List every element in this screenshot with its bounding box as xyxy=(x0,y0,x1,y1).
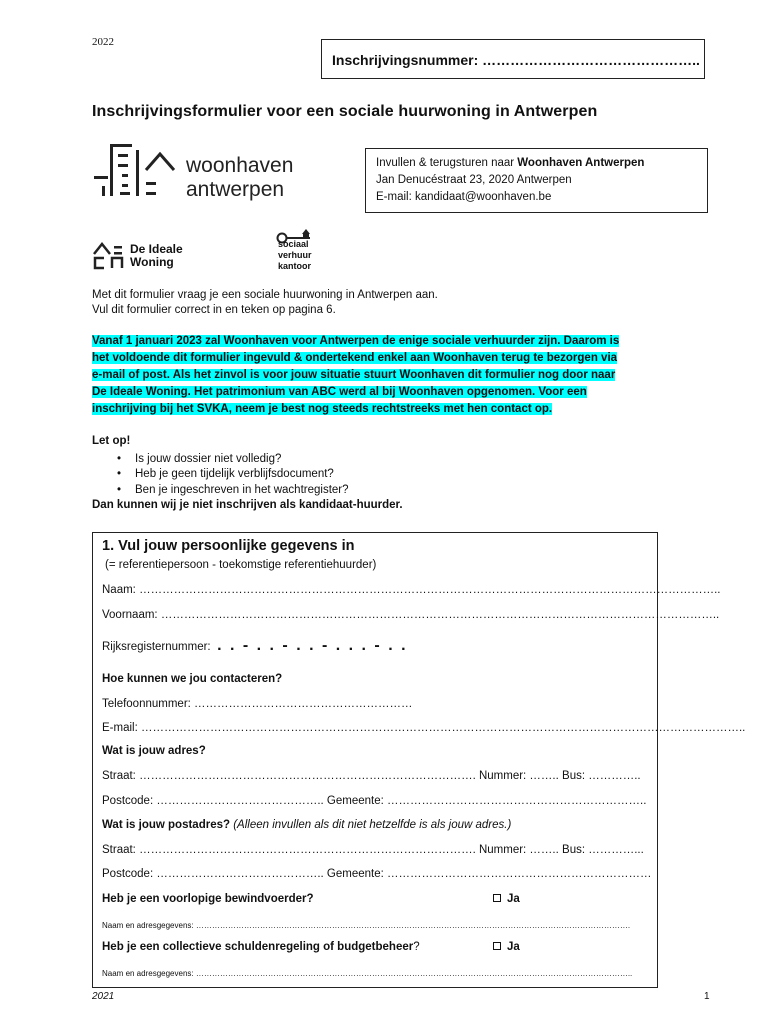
woonhaven-logo-icon xyxy=(94,140,178,202)
address-heading: Wat is jouw adres? xyxy=(102,745,206,757)
voornaam-field[interactable]: Voornaam: ……………………………………………………………………………………………………………………………….. xyxy=(102,609,720,621)
bewindvoerder-question: Heb je een voorlopige bewindvoerder? xyxy=(102,893,314,905)
sociaal-verhuurkantoor-logo xyxy=(276,228,346,274)
email-field[interactable]: E-mail: ………………………………………………………………………………………………………………………………………….. xyxy=(102,722,746,734)
schuldenregeling-checkbox[interactable] xyxy=(493,942,501,950)
list-item: • Ben je ingeschreven in het wachtregister? xyxy=(135,483,652,499)
bewindvoerder-ja-option[interactable]: Ja xyxy=(493,893,520,905)
de-ideale-woning-icon xyxy=(92,240,126,270)
footer-year: 2021 xyxy=(92,991,115,1002)
attention-heading: Let op! xyxy=(92,435,131,447)
list-item: • Heb je geen tijdelijk verblijfsdocument? xyxy=(135,467,652,483)
page-title: Inschrijvingsformulier voor een sociale huurwoning in Antwerpen xyxy=(92,103,598,120)
highlight-line: inschrijving bij het SVKA, neem je best nog steeds rechtstreeks met hen contact op. xyxy=(92,403,553,415)
woonhaven-logo-text-2: antwerpen xyxy=(186,178,285,201)
telefoon-field[interactable]: Telefoonnummer: ………………………………………………… xyxy=(102,698,413,710)
rijksregisternummer-field[interactable] xyxy=(102,637,408,655)
bewindvoerder-naam-field[interactable]: Naam en adresgegevens: ………………………………………………………………………………………………………………………………………………. xyxy=(102,921,631,930)
registration-number-box[interactable]: Inschrijvingsnummer: ……………………………………….. xyxy=(321,39,705,79)
section-subtitle: (= referentiepersoon - toekomstige referentiehuurder) xyxy=(105,559,377,571)
return-address-box xyxy=(365,148,708,213)
schuldenregeling-ja-option[interactable]: Ja xyxy=(493,941,520,953)
de-ideale-woning-text: De Ideale Woning xyxy=(130,242,183,269)
intro-text: Met dit formulier vraag je een sociale huurwoning in Antwerpen aan. Vul dit formulier correct in en teken op pagina 6. xyxy=(92,289,438,316)
contact-heading: Hoe kunnen we jou contacteren? xyxy=(102,673,283,685)
header-year: 2022 xyxy=(92,36,114,48)
postal-address-heading: Wat is jouw postadres? (Alleen invullen als dit niet hetzelfde is als jouw adres.) xyxy=(102,819,512,831)
de-ideale-woning-logo xyxy=(92,240,212,272)
svk-logo-text: sociaal verhuur kantoor xyxy=(278,239,312,271)
page-number: 1 xyxy=(704,991,710,1002)
bewindvoerder-checkbox[interactable] xyxy=(493,894,501,902)
highlight-line: De Ideale Woning. Het patrimonium van ABC werd al bij Woonhaven opgenomen. Voor een xyxy=(92,386,587,398)
address-line-1: Invullen & terugsturen naar Woonhaven Antwerpen xyxy=(376,157,645,169)
highlight-line: Vanaf 1 januari 2023 zal Woonhaven voor Antwerpen de enige sociale verhuurder zijn. Daarom is xyxy=(92,335,620,347)
highlighted-notice xyxy=(92,333,672,418)
post-straat-field[interactable]: Straat: ……………………………………………………………………………. Nummer: …….. Bus: …………... xyxy=(102,844,644,856)
section-title: 1. Vul jouw persoonlijke gegevens in xyxy=(102,538,355,554)
naam-field[interactable]: Naam: …………………………………………………………………………………………………………………………………….. xyxy=(102,584,721,596)
attention-list xyxy=(92,452,652,499)
highlight-line: het voldoende dit formulier ingevuld & ondertekend enkel aan Woonhaven terug te bezorgen via xyxy=(92,352,618,364)
straat-field[interactable]: Straat: ……………………………………………………………………………. Nummer: …….. Bus: ………….. xyxy=(102,770,641,782)
highlight-line: e-mail of post. Als het zinvol is voor jouw situatie stuurt Woonhaven dit formulier nog door naar xyxy=(92,369,616,381)
schuldenregeling-naam-field[interactable]: Naam en adresgegevens: ……………………………………………………………………………………………………………………………………………….. xyxy=(102,969,633,978)
personal-details-section xyxy=(92,532,746,988)
woonhaven-logo xyxy=(94,140,334,202)
post-postcode-field[interactable]: Postcode: …………………………………….. Gemeente: …………………………………………………………… xyxy=(102,868,652,880)
schuldenregeling-question: Heb je een collectieve schuldenregeling of budgetbeheer? xyxy=(102,941,420,953)
rijksregisternummer-label: Rijksregisternummer: xyxy=(102,641,211,653)
list-item: • Is jouw dossier niet volledig? xyxy=(135,452,652,468)
attention-notice xyxy=(92,434,652,514)
woonhaven-logo-text-1: woonhaven xyxy=(186,154,294,177)
address-line-2: Jan Denucéstraat 23, 2020 Antwerpen xyxy=(376,174,572,186)
rijksregisternummer-placeholder[interactable]: . . - . . - . . - . . . - . . xyxy=(210,637,408,654)
postcode-field[interactable]: Postcode: …………………………………….. Gemeente: ………………………………………………………….. xyxy=(102,795,647,807)
attention-conclusion: Dan kunnen wij je niet inschrijven als kandidaat-huurder. xyxy=(92,499,403,511)
address-line-3[interactable]: E-mail: kandidaat@woonhaven.be xyxy=(376,191,552,203)
